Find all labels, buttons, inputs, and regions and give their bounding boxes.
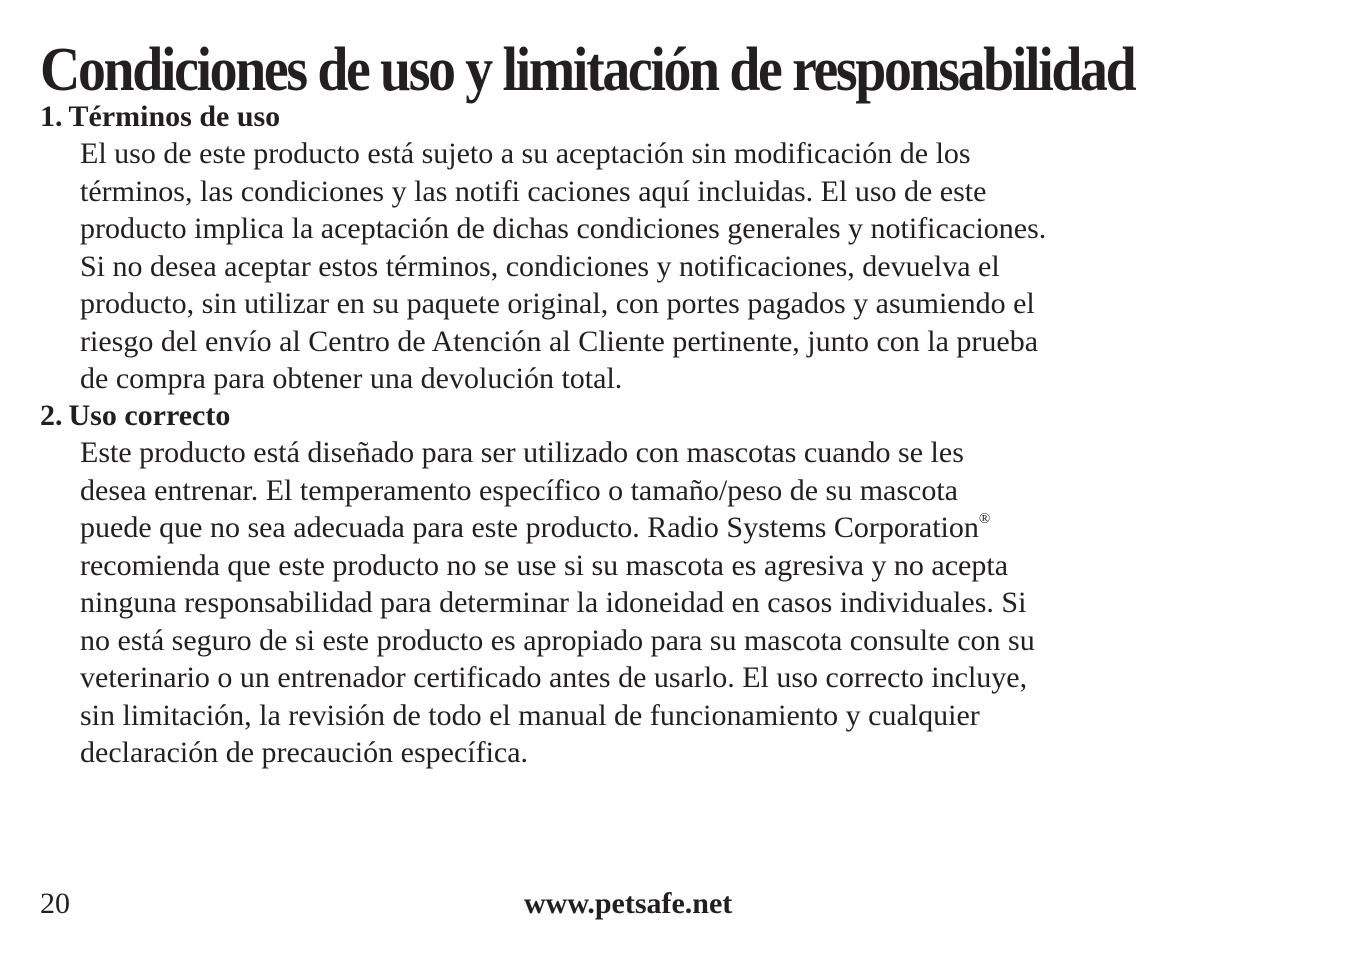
section-title: Uso correcto	[68, 399, 231, 432]
registered-mark: ®	[978, 511, 991, 527]
page-title: Condiciones de uso y limitación de responsabilidad	[40, 36, 1135, 104]
section-title: Términos de uso	[68, 100, 281, 133]
body-line: producto, sin utilizar en su paquete original, con portes pagados y asumiendo el	[80, 287, 1035, 320]
section-heading	[40, 99, 1320, 135]
body-line: riesgo del envío al Centro de Atención al Cliente pertinente, junto con la prueba	[80, 324, 1039, 358]
page-number: 20	[40, 887, 70, 920]
section-body	[40, 434, 1330, 772]
body-line: Este producto está diseñado para ser utilizado con mascotas cuando se les	[80, 436, 964, 469]
body-line: de compra para obtener una devolución total.	[80, 362, 623, 395]
body-line: declaración de precaución específica.	[80, 736, 529, 769]
body-line: sin limitación, la revisión de todo el manual de funcionamiento y cualquier	[80, 698, 980, 732]
section-body	[40, 135, 1330, 398]
body-line-text: puede que no sea adecuada para este producto. Radio Systems Corporation	[80, 511, 979, 544]
section-terms-of-use	[40, 99, 1320, 398]
body-line: no está seguro de si este producto es apropiado para su mascota consulte con su	[80, 623, 1035, 657]
body-line: Si no desea aceptar estos términos, condiciones y notificaciones, devuelva el	[80, 249, 1000, 283]
section-number: 1.	[40, 100, 63, 133]
section-heading	[40, 398, 1320, 434]
footer-url[interactable]: www.petsafe.net	[524, 887, 733, 920]
body-line: términos, las condiciones y las notifi caciones aquí incluidas. El uso de este	[80, 174, 987, 208]
section-number: 2.	[40, 399, 63, 432]
body-line: veterinario o un entrenador certificado antes de usarlo. El uso correcto incluye,	[80, 661, 1028, 694]
body-line-with-mark	[80, 509, 1330, 547]
section-correct-use	[40, 398, 1320, 772]
body-line: desea entrenar. El temperamento específico o tamaño/peso de su mascota	[80, 473, 958, 507]
body-line: ninguna responsabilidad para determinar la idoneidad en casos individuales. Si	[80, 586, 1027, 619]
body-line: recomienda que este producto no se use si su mascota es agresiva y no acepta	[80, 548, 1009, 582]
body-line: El uso de este producto está sujeto a su aceptación sin modificación de los	[80, 137, 971, 170]
body-line: producto implica la aceptación de dichas condiciones generales y notificaciones.	[80, 212, 1047, 245]
